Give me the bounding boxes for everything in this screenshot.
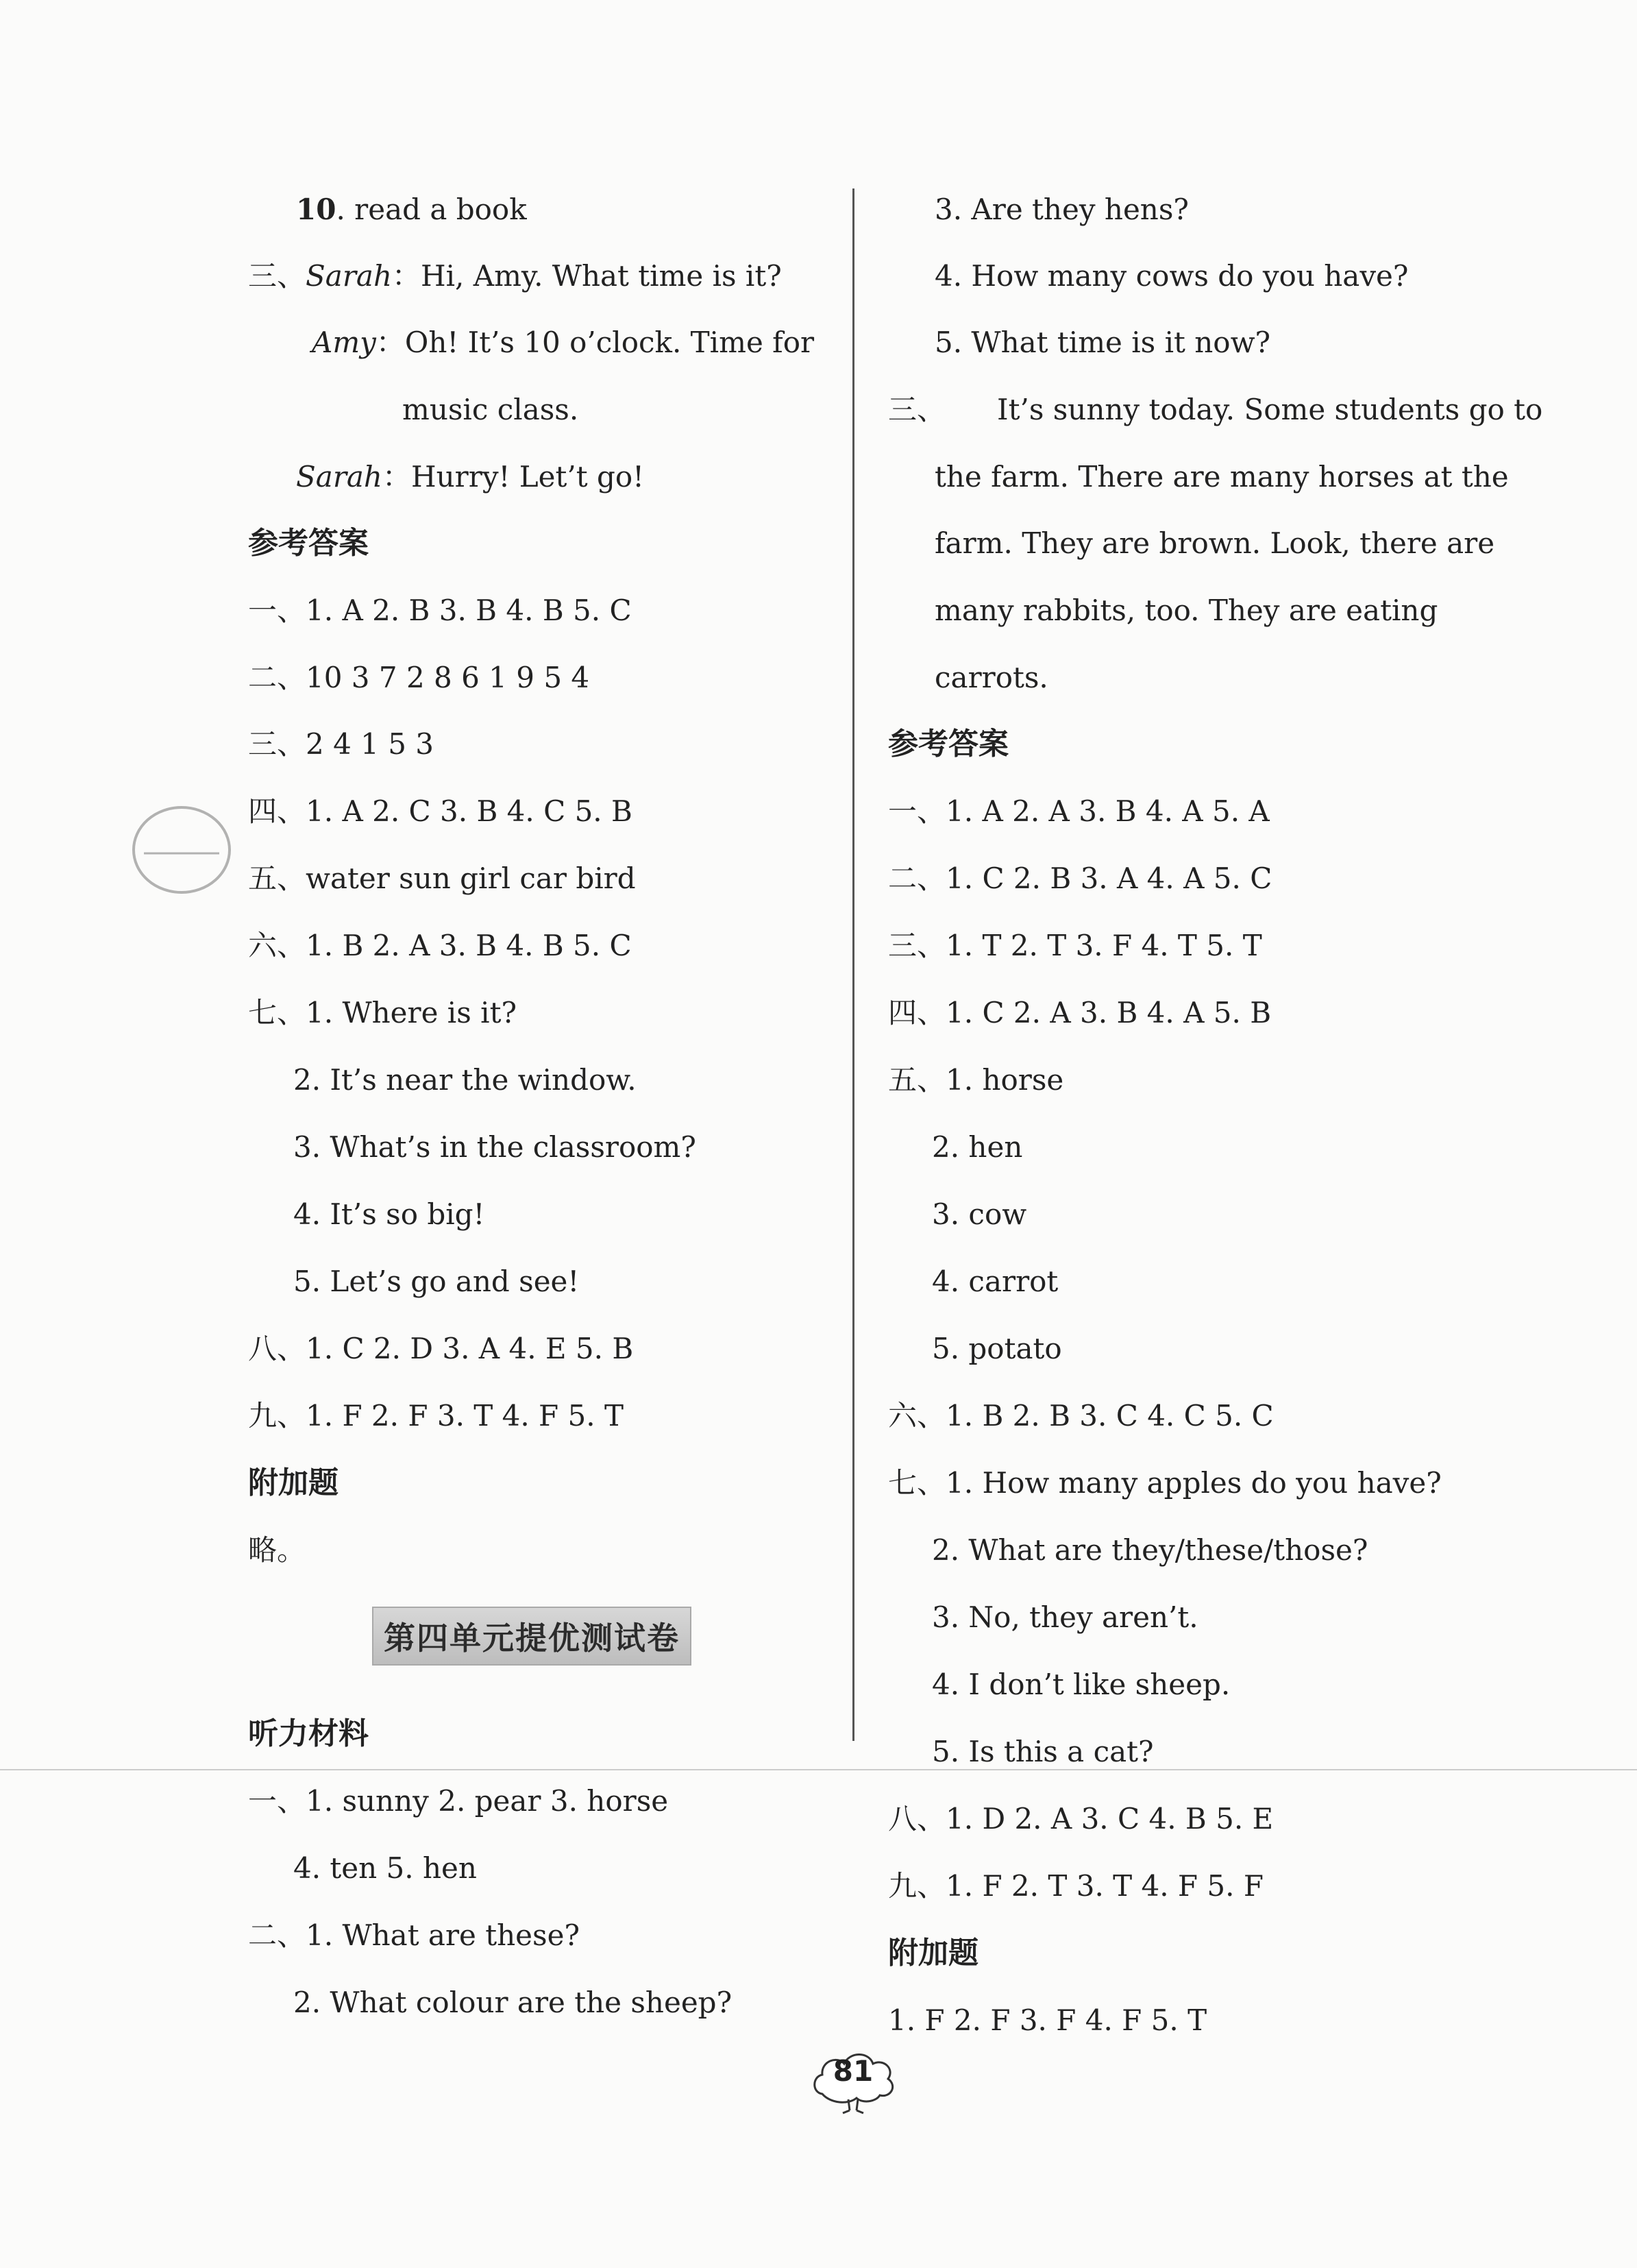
item-text: . read a book bbox=[336, 193, 527, 226]
row-label: 一、 bbox=[248, 594, 306, 627]
question-line: 3. Are they hens? bbox=[935, 193, 1189, 226]
passage-label: 三、 bbox=[888, 393, 946, 426]
row-label: 八、 bbox=[248, 1332, 306, 1365]
extra-text: 略。 bbox=[248, 1533, 306, 1567]
row-text: 1. T 2. T 3. F 4. T 5. T bbox=[946, 929, 1262, 962]
row-text: 1. sunny 2. pear 3. horse bbox=[306, 1784, 669, 1818]
answer-row bbox=[888, 1800, 1273, 1838]
sub-answer: 3. No, they aren’t. bbox=[932, 1600, 1198, 1634]
row-label: 七、 bbox=[248, 996, 306, 1029]
row-label: 六、 bbox=[888, 1399, 946, 1432]
row-text: 1. B 2. A 3. B 4. B 5. C bbox=[306, 929, 632, 962]
answer-row bbox=[248, 927, 632, 965]
row-text: 1. F 2. F 3. T 4. F 5. T bbox=[306, 1399, 624, 1432]
listening-row-1 bbox=[248, 1782, 668, 1820]
answer-row bbox=[248, 659, 589, 697]
row-label: 七、 bbox=[888, 1466, 946, 1500]
answer-row bbox=[248, 1397, 624, 1435]
dialog-text: ：Hi, Amy. What time is it? bbox=[392, 259, 782, 293]
row-label: 六、 bbox=[248, 929, 306, 962]
row-text: 10 3 7 2 8 6 1 9 5 4 bbox=[306, 661, 590, 694]
row-label: 九、 bbox=[888, 1869, 946, 1903]
answer-row bbox=[888, 1397, 1274, 1435]
row-text: 2 4 1 5 3 bbox=[306, 727, 434, 761]
answer-row bbox=[248, 859, 636, 898]
row-label: 八、 bbox=[888, 1802, 946, 1836]
dialog-line-1 bbox=[248, 257, 782, 295]
row-text: 1. How many apples do you have? bbox=[946, 1466, 1442, 1500]
row-text: 1. C 2. D 3. A 4. E 5. B bbox=[306, 1332, 634, 1365]
answer-row bbox=[248, 592, 632, 630]
section-label: 三、 bbox=[248, 259, 306, 293]
answer-row bbox=[888, 792, 1270, 831]
row-text: water sun girl car bird bbox=[306, 862, 636, 895]
row-text: 1. F 2. T 3. T 4. F 5. F bbox=[946, 1869, 1264, 1903]
row-text: 1. B 2. B 3. C 4. C 5. C bbox=[946, 1399, 1274, 1432]
passage-line: farm. They are brown. Look, there are bbox=[935, 526, 1495, 560]
answer-row bbox=[888, 1061, 1063, 1099]
extra-answers: 1. F 2. F 3. F 4. F 5. T bbox=[888, 2003, 1207, 2037]
dialog-text: ：Hurry! Let’t go! bbox=[382, 460, 645, 493]
row-label: 一、 bbox=[888, 794, 946, 828]
speaker: Sarah bbox=[296, 460, 382, 493]
extra-heading: 附加题 bbox=[248, 1465, 339, 1500]
row-label: 四、 bbox=[248, 794, 306, 828]
row-text: 1. D 2. A 3. C 4. B 5. E bbox=[946, 1802, 1274, 1836]
sub-answer: 2. hen bbox=[932, 1130, 1023, 1164]
row-label: 一、 bbox=[248, 1784, 306, 1818]
answer-row bbox=[888, 927, 1262, 965]
row-text: 1. What are these? bbox=[306, 1918, 580, 1952]
sub-answer: 5. Let’s go and see! bbox=[293, 1265, 580, 1298]
column-divider bbox=[852, 188, 854, 1741]
extra-heading: 附加题 bbox=[888, 1936, 978, 1971]
dialog-line-2-cont: music class. bbox=[402, 393, 579, 426]
passage-line: the farm. There are many horses at the bbox=[935, 460, 1509, 493]
answer-row bbox=[888, 994, 1271, 1032]
dialog-text: ：Oh! It’s 10 o’clock. Time for bbox=[376, 326, 815, 359]
answer-row bbox=[248, 792, 632, 831]
dialog-line-2 bbox=[312, 324, 814, 362]
row-label: 三、 bbox=[888, 929, 946, 962]
answer-row bbox=[248, 1330, 633, 1368]
page-number bbox=[809, 2046, 898, 2114]
answer-row bbox=[248, 994, 517, 1032]
sub-answer: 2. What are they/these/those? bbox=[932, 1533, 1368, 1567]
row-label: 二、 bbox=[888, 862, 946, 895]
row-text: 1. C 2. A 3. B 4. A 5. B bbox=[946, 996, 1272, 1029]
sub-answer: 5. Is this a cat? bbox=[932, 1735, 1154, 1768]
row-text: 1. horse bbox=[946, 1063, 1064, 1097]
row-text: 1. Where is it? bbox=[306, 996, 517, 1029]
left-line-10 bbox=[296, 191, 527, 229]
passage-line: It’s sunny today. Some students go to bbox=[997, 393, 1543, 426]
listening-row-2 bbox=[248, 1916, 580, 1955]
row-label: 三、 bbox=[248, 727, 306, 761]
speaker: Sarah bbox=[306, 259, 392, 293]
sub-answer: 5. potato bbox=[932, 1332, 1062, 1365]
horizontal-fold-line bbox=[0, 1769, 1637, 1770]
row-label: 二、 bbox=[248, 1918, 306, 1952]
stamp-icon bbox=[130, 798, 233, 901]
row-text: 1. A 2. A 3. B 4. A 5. A bbox=[946, 794, 1270, 828]
answer-row bbox=[888, 1867, 1264, 1905]
dialog-line-3 bbox=[296, 458, 644, 496]
row-text: 1. C 2. B 3. A 4. A 5. C bbox=[946, 862, 1272, 895]
row-label: 五、 bbox=[888, 1063, 946, 1097]
answers-heading: 参考答案 bbox=[248, 526, 369, 561]
page-number-text: 81 bbox=[833, 2054, 874, 2088]
answers-heading: 参考答案 bbox=[888, 727, 1009, 761]
answer-row bbox=[248, 725, 434, 764]
sub-answer: 2. It’s near the window. bbox=[293, 1063, 637, 1097]
sub-answer: 3. cow bbox=[932, 1197, 1027, 1231]
answer-row bbox=[888, 859, 1272, 898]
listening-row-2b: 2. What colour are the sheep? bbox=[293, 1986, 733, 2019]
row-label: 五、 bbox=[248, 862, 306, 895]
row-label: 九、 bbox=[248, 1399, 306, 1432]
passage-line: many rabbits, too. They are eating bbox=[935, 594, 1438, 627]
sub-answer: 3. What’s in the classroom? bbox=[293, 1130, 696, 1164]
question-line: 4. How many cows do you have? bbox=[935, 259, 1409, 293]
row-label: 四、 bbox=[888, 996, 946, 1029]
row-text: 1. A 2. B 3. B 4. B 5. C bbox=[306, 594, 632, 627]
answer-row bbox=[888, 1464, 1442, 1502]
listening-row-1b: 4. ten 5. hen bbox=[293, 1851, 477, 1885]
sub-answer: 4. It’s so big! bbox=[293, 1197, 485, 1231]
question-line: 5. What time is it now? bbox=[935, 326, 1271, 359]
listening-heading: 听力材料 bbox=[248, 1716, 369, 1751]
speaker: Amy bbox=[312, 326, 376, 359]
item-number: 10 bbox=[296, 193, 336, 226]
sub-answer: 4. carrot bbox=[932, 1265, 1059, 1298]
passage-line: carrots. bbox=[935, 661, 1048, 694]
row-label: 二、 bbox=[248, 661, 306, 694]
sub-answer: 4. I don’t like sheep. bbox=[932, 1668, 1231, 1701]
row-text: 1. A 2. C 3. B 4. C 5. B bbox=[306, 794, 632, 828]
unit-title-banner: 第四单元提优测试卷 bbox=[372, 1607, 691, 1666]
